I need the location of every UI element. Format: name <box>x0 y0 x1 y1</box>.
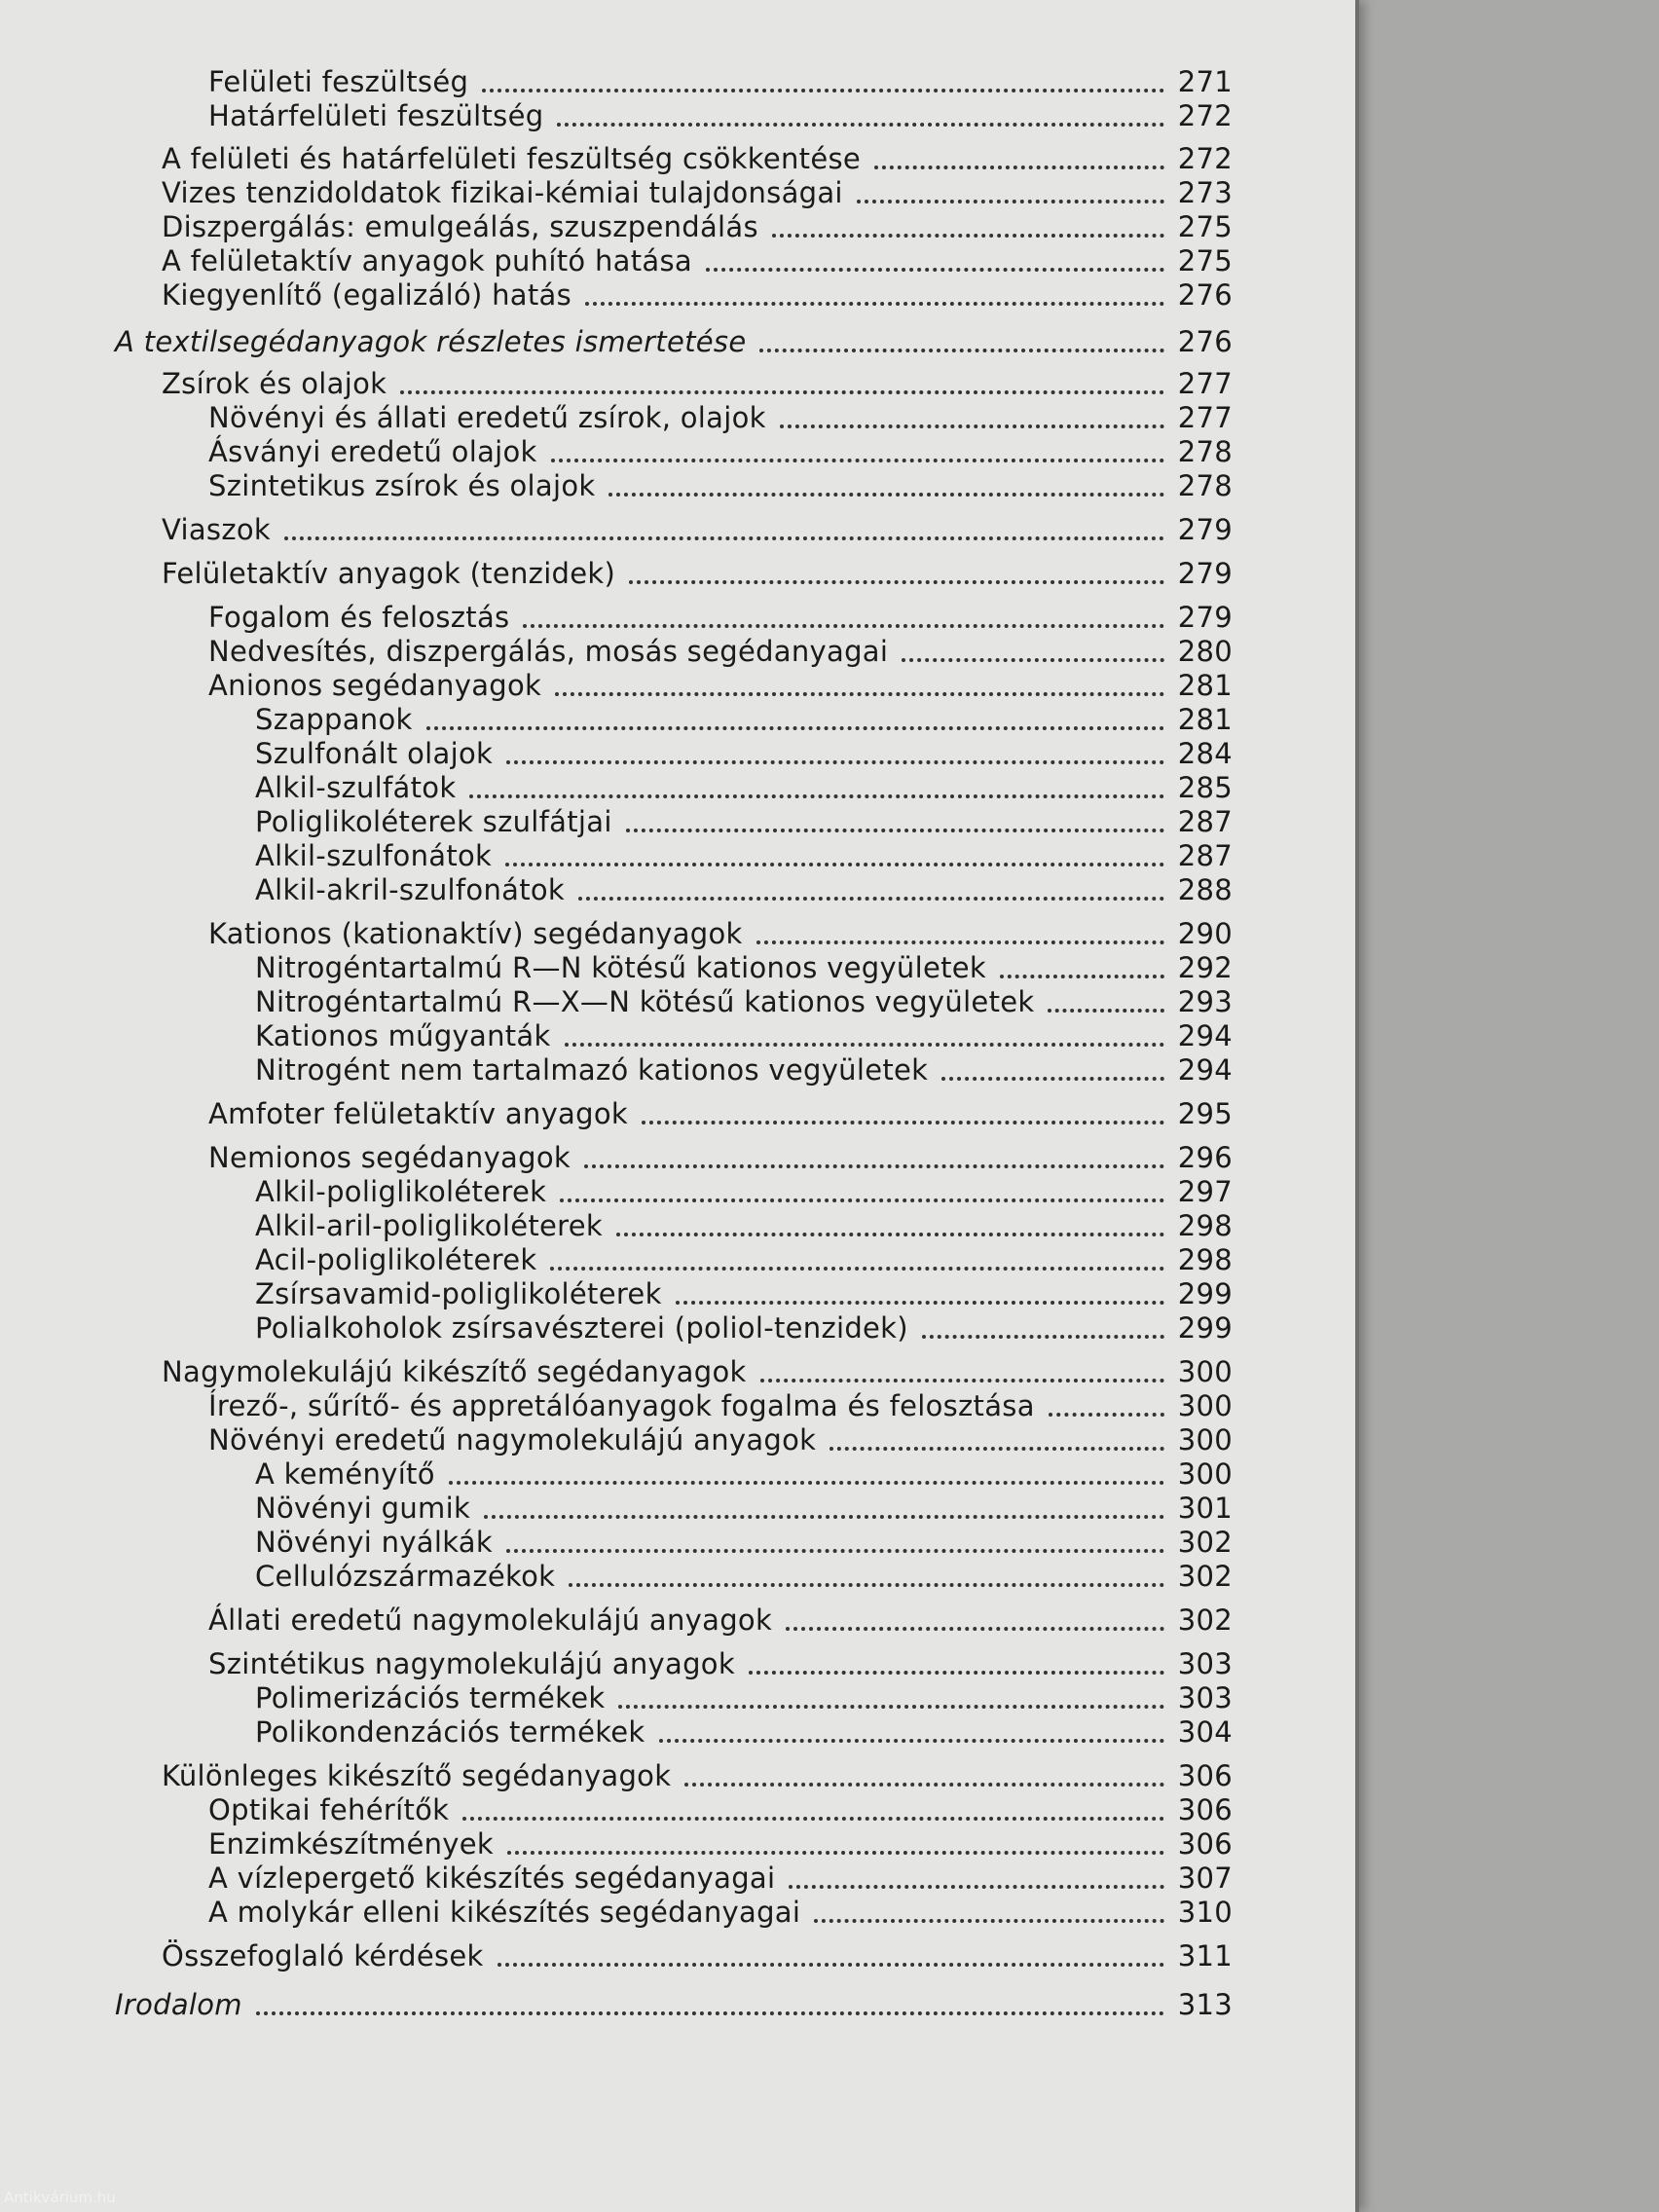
dot-leader <box>1000 975 1164 978</box>
toc-entry <box>208 60 1233 99</box>
toc-entry-page-number: 310 <box>1177 1896 1233 1929</box>
toc-entry <box>255 732 1233 771</box>
dot-leader <box>830 1447 1163 1451</box>
toc-entry <box>255 1453 1233 1492</box>
dot-leader <box>565 1043 1164 1047</box>
toc-entry-page-number: 300 <box>1177 1355 1233 1388</box>
toc-entry-page-number: 278 <box>1177 435 1233 468</box>
dot-leader <box>523 624 1163 628</box>
dot-leader <box>789 1885 1163 1889</box>
toc-entry-page-number: 306 <box>1177 1827 1233 1861</box>
dot-leader <box>616 1233 1164 1236</box>
toc-entry <box>255 1272 1233 1311</box>
toc-entry-title: Zsírok és olajok <box>162 367 387 400</box>
toc-entry-title: Alkil-akril-szulfonátok <box>255 873 566 906</box>
dot-leader <box>642 1121 1164 1124</box>
toc-entry-title: Polimerizációs termékek <box>255 1681 606 1714</box>
toc-entry-title: Írező-, sűrítő- és appretálóanyagok fogalma és felosztása <box>208 1389 1035 1422</box>
toc-entry <box>162 552 1233 591</box>
toc-entry-page-number: 272 <box>1177 99 1233 132</box>
toc-entry-page-number: 299 <box>1177 1311 1233 1345</box>
dot-leader <box>1049 1413 1164 1417</box>
dot-leader <box>449 1481 1164 1485</box>
toc-entry-title: Nitrogént nem tartalmazó kationos vegyületek <box>255 1053 929 1087</box>
toc-entry-title: Ásványi eredetű olajok <box>208 435 537 468</box>
toc-entry-page-number: 279 <box>1177 601 1233 634</box>
dot-leader <box>550 1267 1163 1271</box>
toc-entry-page-number: 298 <box>1177 1243 1233 1276</box>
toc-entry-page-number: 279 <box>1177 513 1233 546</box>
dot-leader <box>400 390 1164 394</box>
toc-entry <box>255 834 1233 873</box>
toc-entry-title: A vízlepergető kikészítés segédanyagai <box>208 1862 776 1895</box>
dot-leader <box>902 658 1164 662</box>
toc-entry <box>162 1754 1233 1793</box>
dot-leader <box>629 580 1164 584</box>
toc-entry-title: Növényi eredetű nagymolekulájú anyagok <box>208 1423 817 1456</box>
toc-entry-page-number: 273 <box>1177 176 1233 209</box>
toc-entry-title: Növényi és állati eredetű zsírok, olajok <box>208 401 766 434</box>
dot-leader <box>857 200 1164 203</box>
toc-entry-page-number: 275 <box>1177 244 1233 277</box>
toc-entry <box>255 1711 1233 1750</box>
toc-entry <box>255 1307 1233 1346</box>
toc-entry <box>208 430 1233 469</box>
toc-entry-title: Amfoter felületaktív anyagok <box>208 1097 628 1130</box>
toc-entry <box>162 508 1233 547</box>
toc-entry-title: Alkil-szulfonátok <box>255 839 493 872</box>
toc-entry-page-number: 281 <box>1177 703 1233 736</box>
toc-entry-page-number: 287 <box>1177 839 1233 872</box>
toc-entry-page-number: 300 <box>1177 1389 1233 1422</box>
toc-entry-title: Nitrogéntartalmú R—X—N kötésű kationos vegyületek <box>255 985 1035 1018</box>
toc-entry <box>162 1350 1233 1389</box>
dot-leader <box>555 692 1164 696</box>
dot-leader <box>560 1198 1164 1202</box>
toc-entry <box>162 137 1233 176</box>
toc-entry-title: Összefoglaló kérdések <box>162 1939 484 1972</box>
toc-entry <box>255 946 1233 985</box>
toc-entry-page-number: 313 <box>1177 1988 1233 2021</box>
toc-entry-title: A felületi és határfelületi feszültség csökkentése <box>162 142 862 175</box>
toc-entry <box>255 800 1233 839</box>
toc-entry-page-number: 303 <box>1177 1681 1233 1714</box>
toc-entry-title: Nedvesítés, diszpergálás, mosás segédanyagai <box>208 635 889 668</box>
dot-leader <box>557 123 1163 127</box>
toc-entry <box>208 1891 1233 1930</box>
toc-entry-page-number: 306 <box>1177 1759 1233 1792</box>
toc-entry-page-number: 285 <box>1177 771 1233 804</box>
toc-entry <box>208 596 1233 635</box>
toc-entry <box>208 1384 1233 1423</box>
toc-entry <box>162 205 1233 244</box>
toc-entry <box>255 1204 1233 1243</box>
dot-leader <box>874 166 1164 169</box>
toc-entry-page-number: 302 <box>1177 1526 1233 1559</box>
toc-entry-title: Felületaktív anyagok (tenzidek) <box>162 557 616 590</box>
toc-entry-page-number: 276 <box>1177 278 1233 312</box>
toc-entry-title: Növényi gumik <box>255 1492 471 1525</box>
toc-entry-page-number: 292 <box>1177 951 1233 984</box>
toc-entry-title: Vizes tenzidoldatok fizikai-kémiai tulajdonságai <box>162 176 843 209</box>
toc-entry <box>115 1983 1233 2022</box>
dot-leader <box>608 493 1163 497</box>
dot-leader <box>505 863 1164 866</box>
toc-entry-page-number: 284 <box>1177 737 1233 770</box>
toc-entry-page-number: 311 <box>1177 1939 1233 1972</box>
dot-leader <box>786 1627 1164 1631</box>
toc-entry <box>208 1823 1233 1862</box>
toc-entry <box>208 396 1233 435</box>
toc-entry-title: Zsírsavamid-poliglikoléterek <box>255 1277 662 1310</box>
toc-entry-page-number: 303 <box>1177 1647 1233 1680</box>
toc-entry <box>255 868 1233 907</box>
toc-entry-title: Szintetikus zsírok és olajok <box>208 469 596 502</box>
toc-entry <box>208 1788 1233 1827</box>
toc-entry-page-number: 297 <box>1177 1175 1233 1208</box>
toc-entry <box>255 1555 1233 1594</box>
toc-entry <box>255 698 1233 737</box>
toc-entry-page-number: 287 <box>1177 805 1233 838</box>
toc-entry-title: Szulfonált olajok <box>255 737 494 770</box>
watermark-text: Antikvárium.hu <box>4 2189 116 2206</box>
toc-entry-title: Diszpergálás: emulgeálás, szuszpendálás <box>162 210 758 243</box>
toc-entry <box>255 766 1233 805</box>
toc-entry <box>208 664 1233 703</box>
dot-leader <box>760 1379 1164 1382</box>
toc-entry-title: Nemionos segédanyagok <box>208 1141 571 1174</box>
toc-entry-page-number: 275 <box>1177 210 1233 243</box>
toc-entry <box>255 1677 1233 1715</box>
toc-entry-title: Polialkoholok zsírsavészterei (poliol-tenzidek) <box>255 1311 908 1345</box>
toc-entry-page-number: 271 <box>1177 65 1233 98</box>
toc-entry-title: Irodalom <box>115 1988 242 2021</box>
dot-leader <box>426 726 1164 730</box>
toc-entry <box>162 1935 1233 1973</box>
toc-entry-page-number: 302 <box>1177 1560 1233 1593</box>
toc-entry-page-number: 278 <box>1177 469 1233 502</box>
toc-entry <box>208 1857 1233 1896</box>
toc-entry <box>255 1487 1233 1526</box>
toc-entry <box>162 171 1233 210</box>
toc-entry-title: Állati eredetű nagymolekulájú anyagok <box>208 1604 773 1637</box>
dot-leader <box>507 1851 1164 1855</box>
toc-entry-title: Növényi nyálkák <box>255 1526 493 1559</box>
dot-leader <box>676 1301 1164 1305</box>
dot-leader <box>484 1515 1164 1519</box>
toc-entry-page-number: 277 <box>1177 401 1233 434</box>
dot-leader <box>706 268 1164 272</box>
toc-entry-title: Anionos segédanyagok <box>208 669 542 702</box>
toc-entry-title: Szappanok <box>255 703 413 736</box>
toc-entry-title: Fogalom és felosztás <box>208 601 510 634</box>
toc-entry-title: A textilsegédanyagok részletes ismertetése <box>115 325 747 358</box>
toc-entry-page-number: 279 <box>1177 557 1233 590</box>
toc-entry-title: Polikondenzációs termékek <box>255 1715 645 1749</box>
toc-entry-page-number: 293 <box>1177 985 1233 1018</box>
dot-leader <box>626 829 1164 832</box>
toc-entry-page-number: 276 <box>1177 325 1233 358</box>
toc-entry-title: A felületaktív anyagok puhító hatása <box>162 244 692 277</box>
dot-leader <box>506 760 1164 764</box>
toc-entry <box>162 362 1233 401</box>
toc-entry-title: Alkil-poliglikoléterek <box>255 1175 547 1208</box>
dot-leader <box>498 1963 1164 1967</box>
dot-leader <box>482 89 1164 92</box>
dot-leader <box>618 1705 1163 1709</box>
toc-entry-title: Különleges kikészítő segédanyagok <box>162 1759 672 1792</box>
toc-entry-page-number: 304 <box>1177 1715 1233 1749</box>
dot-leader <box>256 2011 1164 2015</box>
toc-entry-title: Kationos (kationaktív) segédanyagok <box>208 917 743 950</box>
dot-leader <box>585 302 1164 306</box>
toc-entry-page-number: 307 <box>1177 1862 1233 1895</box>
dot-leader <box>284 536 1164 540</box>
toc-entry-title: Alkil-aril-poliglikoléterek <box>255 1209 603 1242</box>
dot-leader <box>569 1583 1164 1587</box>
toc-entry <box>208 464 1233 503</box>
dot-leader <box>780 424 1164 428</box>
toc-entry-title: Nagymolekulájú kikészítő segédanyagok <box>162 1355 747 1388</box>
dot-leader <box>922 1335 1164 1339</box>
toc-entry <box>255 1170 1233 1209</box>
dot-leader <box>684 1783 1163 1787</box>
toc-entry-page-number: 290 <box>1177 917 1233 950</box>
toc-entry <box>208 1092 1233 1131</box>
toc-entry-title: A molykár elleni kikészítés segédanyagai <box>208 1896 801 1929</box>
toc-entry-page-number: 294 <box>1177 1053 1233 1087</box>
toc-entry-title: A keményítő <box>255 1457 435 1491</box>
toc-entry-title: Kiegyenlítő (egalizáló) hatás <box>162 278 572 312</box>
toc-entry-title: Poliglikoléterek szulfátjai <box>255 805 612 838</box>
dot-leader <box>772 234 1164 238</box>
dot-leader <box>506 1549 1164 1553</box>
dot-leader <box>659 1739 1164 1743</box>
dot-leader <box>584 1164 1164 1168</box>
toc-entry-page-number: 300 <box>1177 1457 1233 1491</box>
toc-entry-title: Alkil-szulfátok <box>255 771 457 804</box>
toc-entry <box>115 320 1233 359</box>
toc-entry-page-number: 280 <box>1177 635 1233 668</box>
dot-leader <box>578 897 1164 901</box>
toc-entry-page-number: 295 <box>1177 1097 1233 1130</box>
toc-entry <box>255 980 1233 1019</box>
toc-entry <box>162 240 1233 278</box>
dot-leader <box>759 349 1163 352</box>
toc-entry-page-number: 277 <box>1177 367 1233 400</box>
toc-entry <box>208 94 1233 133</box>
toc-entry-title: Felületi feszültség <box>208 65 469 98</box>
dot-leader <box>941 1077 1163 1081</box>
toc-entry-title: Viaszok <box>162 513 271 546</box>
toc-entry <box>208 912 1233 951</box>
toc-entry <box>208 1642 1233 1681</box>
toc-entry-page-number: 296 <box>1177 1141 1233 1174</box>
toc-entry-title: Kationos műgyanták <box>255 1019 551 1052</box>
dot-leader <box>551 459 1164 462</box>
toc-entry-page-number: 300 <box>1177 1423 1233 1456</box>
toc-entry-page-number: 302 <box>1177 1604 1233 1637</box>
toc-entry-title: Határfelületi feszültség <box>208 99 544 132</box>
toc-entry-page-number: 301 <box>1177 1492 1233 1525</box>
toc-entry-title: Enzimkészítmények <box>208 1827 494 1861</box>
dot-leader <box>756 940 1164 944</box>
dot-leader <box>814 1919 1164 1923</box>
toc-entry-title: Cellulózszármazékok <box>255 1560 556 1593</box>
toc-entry <box>208 1419 1233 1457</box>
toc-entry-page-number: 281 <box>1177 669 1233 702</box>
toc-entry-title: Acil-poliglikoléterek <box>255 1243 537 1276</box>
toc-entry <box>255 1521 1233 1560</box>
dot-leader <box>469 794 1163 798</box>
dot-leader <box>1048 1009 1163 1013</box>
toc-entry <box>208 1136 1233 1175</box>
toc-entry <box>255 1014 1233 1053</box>
toc-entry <box>162 274 1233 313</box>
dot-leader <box>462 1817 1163 1821</box>
toc-entry-page-number: 299 <box>1177 1277 1233 1310</box>
toc-entry-title: Optikai fehérítők <box>208 1793 450 1826</box>
toc-entry <box>255 1049 1233 1088</box>
toc-entry <box>255 1238 1233 1277</box>
toc-entry-title: Szintétikus nagymolekulájú anyagok <box>208 1647 735 1680</box>
toc-entry-page-number: 272 <box>1177 142 1233 175</box>
toc-entry-page-number: 294 <box>1177 1019 1233 1052</box>
toc-entry-page-number: 306 <box>1177 1793 1233 1826</box>
dot-leader <box>749 1671 1164 1675</box>
toc-entry-page-number: 288 <box>1177 873 1233 906</box>
toc-entry-page-number: 298 <box>1177 1209 1233 1242</box>
toc-entry-title: Nitrogéntartalmú R—N kötésű kationos vegyületek <box>255 951 987 984</box>
toc-entry <box>208 630 1233 669</box>
toc-entry <box>208 1599 1233 1638</box>
